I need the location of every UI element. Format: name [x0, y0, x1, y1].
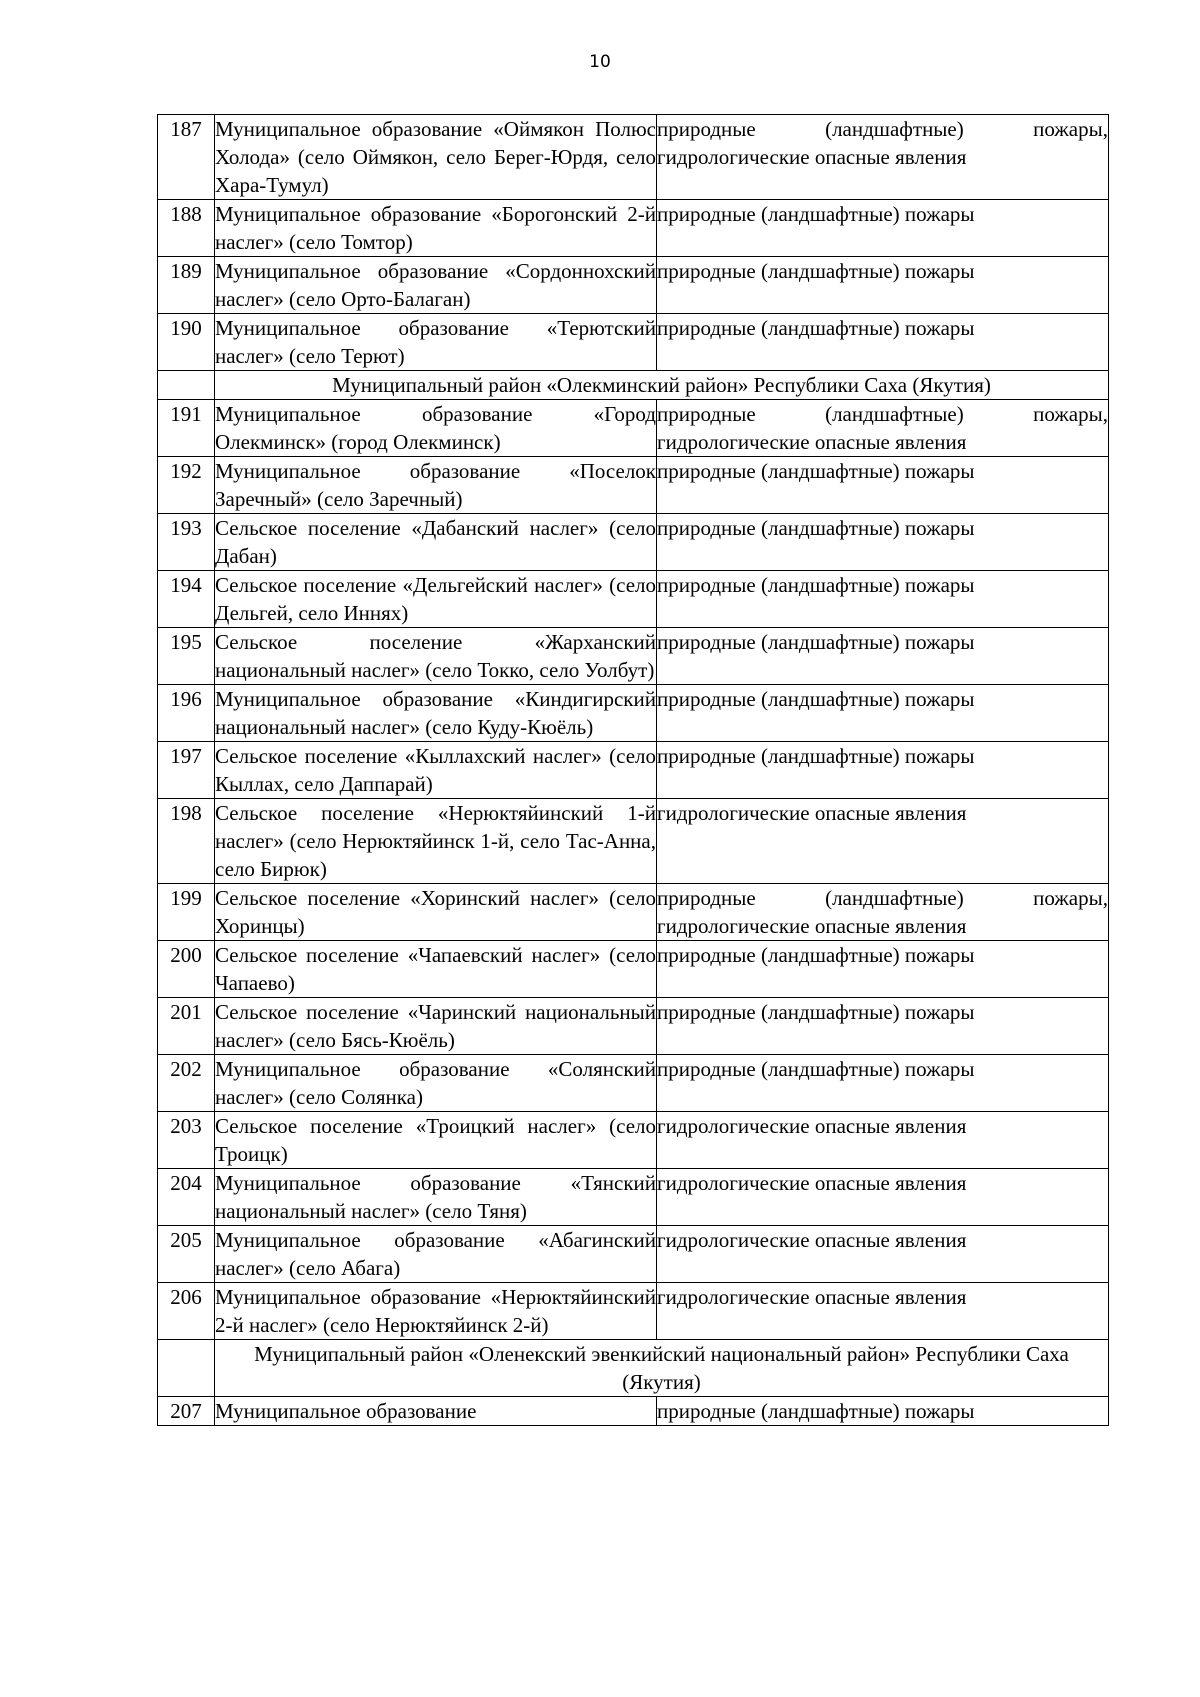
hazard-types: природные (ландшафтные) пожары [657, 628, 1109, 685]
row-number: 195 [158, 628, 215, 685]
row-number: 189 [158, 257, 215, 314]
table-row [158, 1283, 1109, 1340]
municipality-name: Сельское поселение «Чаринский национальный наслег» (село Бясь-Кюёль) [215, 998, 657, 1055]
table-row [158, 1397, 1109, 1426]
hazard-types: природные (ландшафтные) пожары [657, 514, 1109, 571]
hazard-types: природные (ландшафтные) пожары [657, 257, 1109, 314]
table-body [158, 115, 1109, 1426]
row-number: 207 [158, 1397, 215, 1426]
hazard-types: гидрологические опасные явления [657, 1283, 1109, 1340]
municipality-name: Сельское поселение «Хоринский наслег» (село Хоринцы) [215, 884, 657, 941]
table-row [158, 1055, 1109, 1112]
table-row [158, 1226, 1109, 1283]
hazard-types: гидрологические опасные явления [657, 799, 1109, 884]
hazard-types: гидрологические опасные явления [657, 1169, 1109, 1226]
table-row [158, 998, 1109, 1055]
table-row [158, 571, 1109, 628]
district-header-row [158, 371, 1109, 400]
row-number: 196 [158, 685, 215, 742]
table-row [158, 400, 1109, 457]
municipality-name: Сельское поселение «Нерюктяйинский 1-й наслег» (село Нерюктяйинск 1-й, село Тас-Анна, село Бирюк) [215, 799, 657, 884]
row-number: 205 [158, 1226, 215, 1283]
municipality-name: Муниципальное образование «Поселок Заречный» (село Заречный) [215, 457, 657, 514]
row-number: 202 [158, 1055, 215, 1112]
municipality-name: Сельское поселение «Дельгейский наслег» (село Дельгей, село Иннях) [215, 571, 657, 628]
row-number: 198 [158, 799, 215, 884]
table-row [158, 1112, 1109, 1169]
table-row [158, 257, 1109, 314]
district-number-cell [158, 1340, 215, 1397]
table-row [158, 200, 1109, 257]
municipality-name: Сельское поселение «Дабанский наслег» (село Дабан) [215, 514, 657, 571]
municipality-name: Сельское поселение «Троицкий наслег» (село Троицк) [215, 1112, 657, 1169]
table-row [158, 1169, 1109, 1226]
district-heading: Муниципальный район «Оленекский эвенкийский национальный район» Республики Саха (Якутия) [215, 1340, 1109, 1397]
table-row [158, 884, 1109, 941]
row-number: 204 [158, 1169, 215, 1226]
district-header-row [158, 1340, 1109, 1397]
row-number: 191 [158, 400, 215, 457]
table-row [158, 628, 1109, 685]
table-row [158, 941, 1109, 998]
municipality-name: Муниципальное образование [215, 1397, 657, 1426]
page-number: 10 [589, 52, 611, 72]
row-number: 192 [158, 457, 215, 514]
row-number: 188 [158, 200, 215, 257]
row-number: 193 [158, 514, 215, 571]
hazard-types: природные (ландшафтные) пожары [657, 742, 1109, 799]
table-row [158, 514, 1109, 571]
municipality-hazard-table [157, 114, 1109, 1426]
municipality-name: Муниципальное образование «Тянский национальный наслег» (село Тяня) [215, 1169, 657, 1226]
municipality-name: Муниципальное образование «Город Олекминск» (город Олекминск) [215, 400, 657, 457]
hazard-types: природные (ландшафтные) пожары [657, 314, 1109, 371]
municipality-name: Сельское поселение «Чапаевский наслег» (село Чапаево) [215, 941, 657, 998]
municipality-name: Муниципальное образование «Абагинский наслег» (село Абага) [215, 1226, 657, 1283]
hazard-types: природные (ландшафтные) пожары [657, 1397, 1109, 1426]
row-number: 201 [158, 998, 215, 1055]
row-number: 190 [158, 314, 215, 371]
municipality-name: Муниципальное образование «Сордоннохский наслег» (село Орто-Балаган) [215, 257, 657, 314]
table-row [158, 314, 1109, 371]
hazard-types: природные (ландшафтные) пожары [657, 1055, 1109, 1112]
table-row [158, 115, 1109, 200]
hazard-types: природные (ландшафтные) пожары [657, 571, 1109, 628]
table-row [158, 457, 1109, 514]
hazard-types: природные (ландшафтные) пожары [657, 998, 1109, 1055]
row-number: 197 [158, 742, 215, 799]
table-row [158, 799, 1109, 884]
district-number-cell [158, 371, 215, 400]
municipality-name: Сельское поселение «Жарханский национальный наслег» (село Токко, село Уолбут) [215, 628, 657, 685]
municipality-name: Муниципальное образование «Солянский наслег» (село Солянка) [215, 1055, 657, 1112]
municipality-name: Муниципальное образование «Оймякон Полюс Холода» (село Оймякон, село Берег-Юрдя, село Хара-Тумул) [215, 115, 657, 200]
table-row [158, 685, 1109, 742]
row-number: 203 [158, 1112, 215, 1169]
hazard-types: природные (ландшафтные) пожары, гидрологические опасные явления [657, 884, 1109, 941]
municipality-name: Муниципальное образование «Терютский наслег» (село Терют) [215, 314, 657, 371]
row-number: 194 [158, 571, 215, 628]
hazard-types: гидрологические опасные явления [657, 1112, 1109, 1169]
table-row [158, 742, 1109, 799]
row-number: 206 [158, 1283, 215, 1340]
municipality-name: Сельское поселение «Кыллахский наслег» (село Кыллах, село Даппарай) [215, 742, 657, 799]
municipality-name: Муниципальное образование «Борогонский 2-й наслег» (село Томтор) [215, 200, 657, 257]
row-number: 199 [158, 884, 215, 941]
row-number: 187 [158, 115, 215, 200]
hazard-types: природные (ландшафтные) пожары [657, 941, 1109, 998]
hazard-types: гидрологические опасные явления [657, 1226, 1109, 1283]
district-heading: Муниципальный район «Олекминский район» Республики Саха (Якутия) [215, 371, 1109, 400]
municipality-name: Муниципальное образование «Киндигирский национальный наслег» (село Куду-Кюёль) [215, 685, 657, 742]
hazard-types: природные (ландшафтные) пожары, гидрологические опасные явления [657, 115, 1109, 200]
municipality-name: Муниципальное образование «Нерюктяйинский 2-й наслег» (село Нерюктяйинск 2-й) [215, 1283, 657, 1340]
hazard-types: природные (ландшафтные) пожары [657, 200, 1109, 257]
hazard-types: природные (ландшафтные) пожары [657, 685, 1109, 742]
row-number: 200 [158, 941, 215, 998]
hazard-types: природные (ландшафтные) пожары, гидрологические опасные явления [657, 400, 1109, 457]
hazard-types: природные (ландшафтные) пожары [657, 457, 1109, 514]
